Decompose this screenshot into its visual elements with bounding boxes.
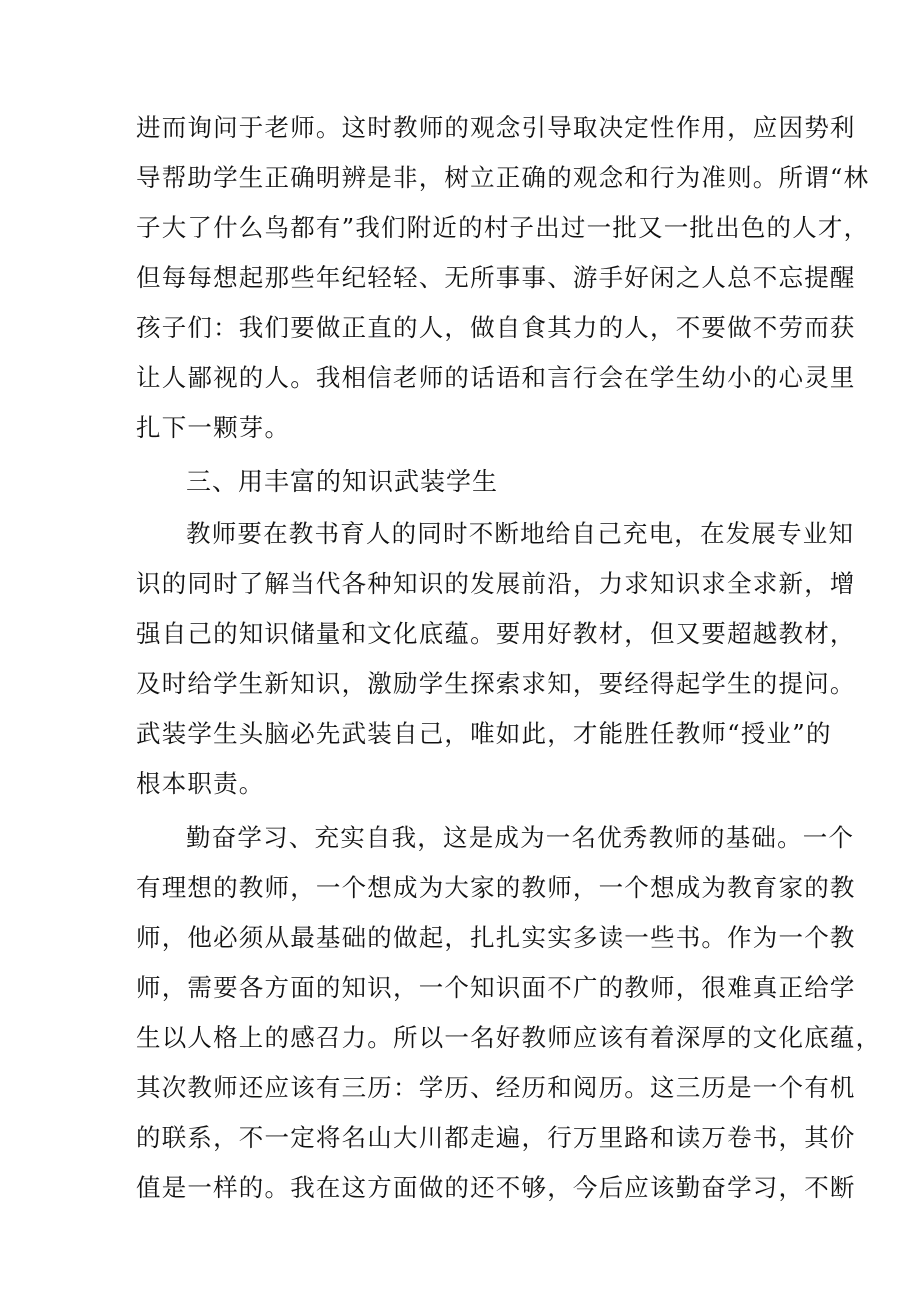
text-line: 子大了什么鸟都有”我们附近的村子出过一批又一批出色的人才， (136, 213, 870, 242)
section-heading: 三、用丰富的知识武装学生 (186, 467, 499, 496)
text-line: 师，他必须从最基础的做起，扎扎实实多读一些书。作为一个教 (136, 923, 856, 952)
text-line: 教师要在教书育人的同时不断地给自己充电，在发展专业知 (186, 519, 855, 548)
paragraph-2 (136, 509, 856, 809)
text-line: 进而询问于老师。这时教师的观念引导取决定性作用，应因势利 (136, 113, 856, 142)
text-line: 扎下一颗芽。 (136, 413, 291, 442)
text-line: 但每每想起那些年纪轻轻、无所事事、游手好闲之人总不忘提醒 (136, 263, 856, 292)
text-line: 勤奋学习、充实自我，这是成为一名优秀教师的基础。一个 (186, 823, 855, 852)
paragraph-3 (136, 813, 882, 1213)
text-line: 强自己的知识储量和文化底蕴。要用好教材，但又要超越教材， (136, 619, 856, 648)
text-line: 识的同时了解当代各种知识的发展前沿，力求知识求全求新，增 (136, 569, 856, 598)
text-line: 武装学生头脑必先武装自己，唯如此，才能胜任教师“授业”的 (136, 719, 832, 748)
text-line: 导帮助学生正确明辨是非，树立正确的观念和行为准则。所谓“林 (136, 163, 870, 192)
document-body (136, 103, 882, 1213)
text-line: 的联系，不一定将名山大川都走遍，行万里路和读万卷书，其价 (136, 1123, 856, 1152)
paragraph-1 (136, 103, 870, 453)
text-line: 让人鄙视的人。我相信老师的话语和言行会在学生幼小的心灵里 (136, 363, 856, 392)
text-line: 根本职责。 (136, 769, 265, 798)
text-line: 及时给学生新知识，激励学生探索求知，要经得起学生的提问。 (136, 669, 856, 698)
text-line: 生以人格上的感召力。所以一名好教师应该有着深厚的文化底蕴， (136, 1023, 882, 1052)
text-line: 师，需要各方面的知识，一个知识面不广的教师，很难真正给学 (136, 973, 856, 1002)
text-line: 其次教师还应该有三历：学历、经历和阅历。这三历是一个有机 (136, 1073, 856, 1102)
text-line: 孩子们：我们要做正直的人，做自食其力的人，不要做不劳而获 (136, 313, 856, 342)
text-line: 有理想的教师，一个想成为大家的教师，一个想成为教育家的教 (136, 873, 856, 902)
text-line: 值是一样的。我在这方面做的还不够，今后应该勤奋学习，不断 (136, 1173, 856, 1202)
